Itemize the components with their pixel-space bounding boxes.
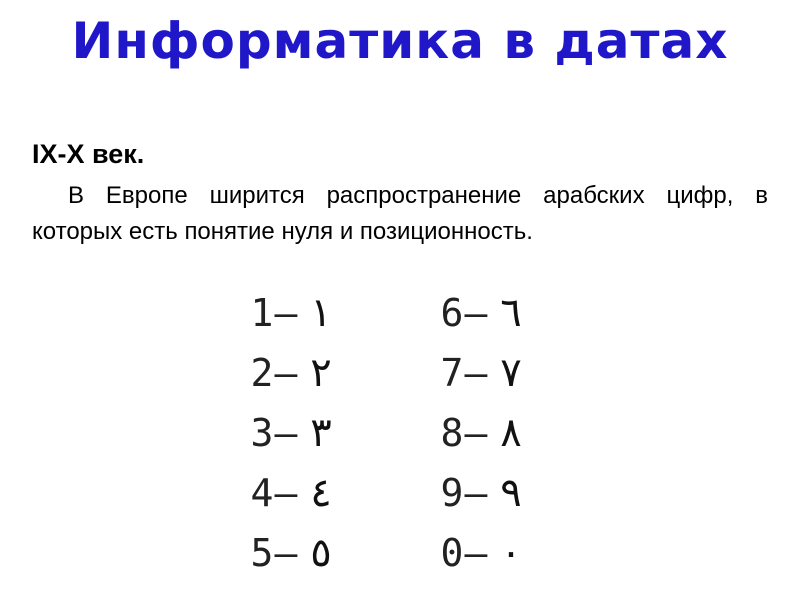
- arabic-digit: ٨: [500, 410, 522, 456]
- arabic-digit: ٧: [500, 350, 522, 396]
- dash: –: [274, 291, 298, 335]
- numeral-row: [440, 523, 550, 583]
- western-digit: 7: [440, 351, 464, 395]
- dash: –: [464, 471, 488, 515]
- western-digit: 3: [250, 411, 274, 455]
- numeral-row: [440, 343, 550, 403]
- dash: –: [274, 531, 298, 575]
- numeral-row: [440, 463, 550, 523]
- numeral-row: [250, 523, 360, 583]
- numeral-row: [250, 403, 360, 463]
- western-digit: 0: [440, 531, 464, 575]
- dash: –: [274, 411, 298, 455]
- western-digit: 5: [250, 531, 274, 575]
- western-digit: 6: [440, 291, 464, 335]
- numeral-row: [440, 283, 550, 343]
- western-digit: 1: [250, 291, 274, 335]
- numeral-row: [440, 403, 550, 463]
- arabic-digit: ٣: [310, 410, 332, 456]
- century-heading: IX-X век.: [32, 139, 145, 169]
- western-digit: 8: [440, 411, 464, 455]
- dash: –: [274, 351, 298, 395]
- arabic-digit: ٢: [310, 350, 332, 396]
- arabic-digit: ٦: [500, 290, 522, 336]
- numerals-column-left: [250, 283, 360, 583]
- numeral-row: [250, 463, 360, 523]
- slide-title: Информатика в датах: [71, 12, 729, 70]
- arabic-digit: ٥: [310, 530, 332, 576]
- dash: –: [464, 411, 488, 455]
- arabic-digit: ١: [310, 290, 332, 336]
- description-paragraph: В Европе ширится распространение арабских цифр, в которых есть понятие нуля и позиционность.: [32, 182, 768, 245]
- numerals-table: [250, 283, 560, 583]
- arabic-digit: ٠: [500, 530, 522, 576]
- dash: –: [274, 471, 298, 515]
- western-digit: 2: [250, 351, 274, 395]
- dash: –: [464, 351, 488, 395]
- numeral-row: [250, 283, 360, 343]
- numerals-column-right: [440, 283, 550, 583]
- numeral-row: [250, 343, 360, 403]
- dash: –: [464, 531, 488, 575]
- dash: –: [464, 291, 488, 335]
- western-digit: 4: [250, 471, 274, 515]
- arabic-digit: ٩: [500, 470, 522, 516]
- arabic-digit: ٤: [310, 470, 332, 516]
- western-digit: 9: [440, 471, 464, 515]
